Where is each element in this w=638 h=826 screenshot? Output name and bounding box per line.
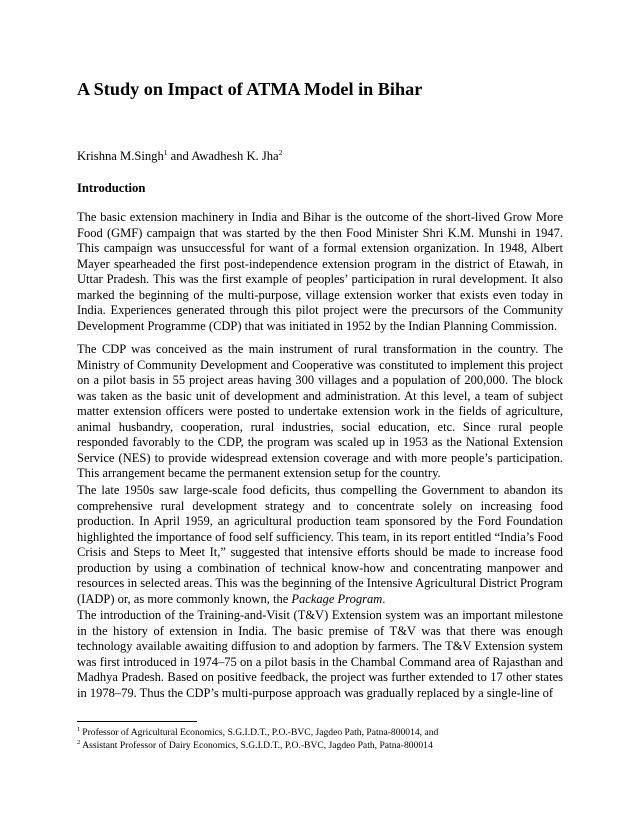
footnote-text: Assistant Professor of Dairy Economics, S.G.I.D.T., P.O.-BVC, Jagdeo Path, Patna-800014 bbox=[82, 739, 433, 751]
section-heading: Introduction bbox=[77, 181, 146, 195]
paper-title: A Study on Impact of ATMA Model in Bihar bbox=[77, 79, 423, 99]
paragraph-end: . bbox=[382, 591, 386, 606]
body-paragraph: The basic extension machinery in India and Bihar is the outcome of the short-lived Grow More Food (GMF) campaign that was started by the then Food Minister Shri K.M. Munshi in 1947. This campaign was unsuccessful for want of a formal extension organization. In 1948, Albert Mayer spearheaded the first post-independence extension program in the district of Etawah, in Uttar Pradesh. This was the first example of peoples’ participation in rural development. It also marked the beginning of the multi-purpose, village extension worker that exists even today in India. Experiences generated through this pilot project were the precursors of the Community Development Programme (CDP) that was initiated in 1952 by the Indian Planning Commission. bbox=[77, 210, 563, 333]
footnote-divider bbox=[77, 721, 197, 722]
footnote-number: 2 bbox=[77, 738, 81, 746]
footnote-text: Professor of Agricultural Economics, S.G.I.D.T., P.O.-BVC, Jagdeo Path, Patna-800014, and bbox=[82, 727, 439, 738]
body-paragraph-block bbox=[77, 483, 563, 607]
footnote-number: 1 bbox=[77, 726, 81, 733]
body-paragraph: The CDP was conceived as the main instrument of rural transformation in the country. The Ministry of Community Development and Cooperative was constituted to implement this project on a pilot basis in 55 project areas having 300 villages and a population of 200,000. The block was taken as the basic unit of development and administration. At this level, a team of subject matter extension officers were posted to undertake extension work in the fields of agriculture, animal husbandry, cooperation, rural industries, social education, etc. Since rural people responded favorably to the CDP, the program was scaled up in 1953 as the National Extension Service (NES) to provide widespread extension coverage and with more people’s participation. This arrangement became the permanent extension setup for the country. bbox=[77, 342, 563, 481]
body-paragraph: The introduction of the Training-and-Visit (T&V) Extension system was an important milestone in the history of extension in India. The basic premise of T&V was that there was enough technology available awaiting diffusion to and adoption by farmers. The T&V Extension system was first introduced in 1974–75 on a pilot basis in the Chambal Command area of Rajasthan and Madhya Pradesh. Based on positive feedback, the project was further extended to 17 other states in 1978–79. Thus the CDP’s multi-purpose approach was gradually replaced by a single-line of bbox=[77, 608, 563, 700]
body-paragraph-block bbox=[77, 342, 563, 482]
author-connector: and bbox=[167, 149, 192, 163]
author-name: Krishna M.Singh bbox=[77, 149, 164, 163]
body-paragraph bbox=[77, 483, 563, 607]
paragraph-text: The late 1950s saw large-scale food deficits, thus compelling the Government to abandon its comprehensive rural development strategy and to concentrate solely on increasing food production. In April 1959, an agricultural production team sponsored by the Ford Foundation highlighted the importance of food self sufficiency. This team, in its report entitled “India’s Food Crisis and Steps to Meet It,” suggested that intensive efforts should be made to increase food production by using a combination of technical know-how and concentrating manpower and resources in selected areas. This was the beginning of the Intensive Agricultural District Program (IADP) or, as more commonly known, the bbox=[77, 483, 563, 606]
author-line bbox=[77, 148, 567, 164]
body-paragraph-block bbox=[77, 608, 563, 701]
footnote-marker[interactable]: 1 bbox=[163, 148, 168, 157]
footnote bbox=[77, 740, 563, 753]
footnote bbox=[77, 727, 563, 740]
body-paragraph-block bbox=[77, 210, 563, 334]
footnotes bbox=[77, 727, 563, 752]
emphasized-term: Package Program bbox=[291, 591, 383, 606]
author-name: Awadhesh K. Jha bbox=[191, 149, 279, 163]
footnote-marker[interactable]: 2 bbox=[278, 148, 283, 157]
